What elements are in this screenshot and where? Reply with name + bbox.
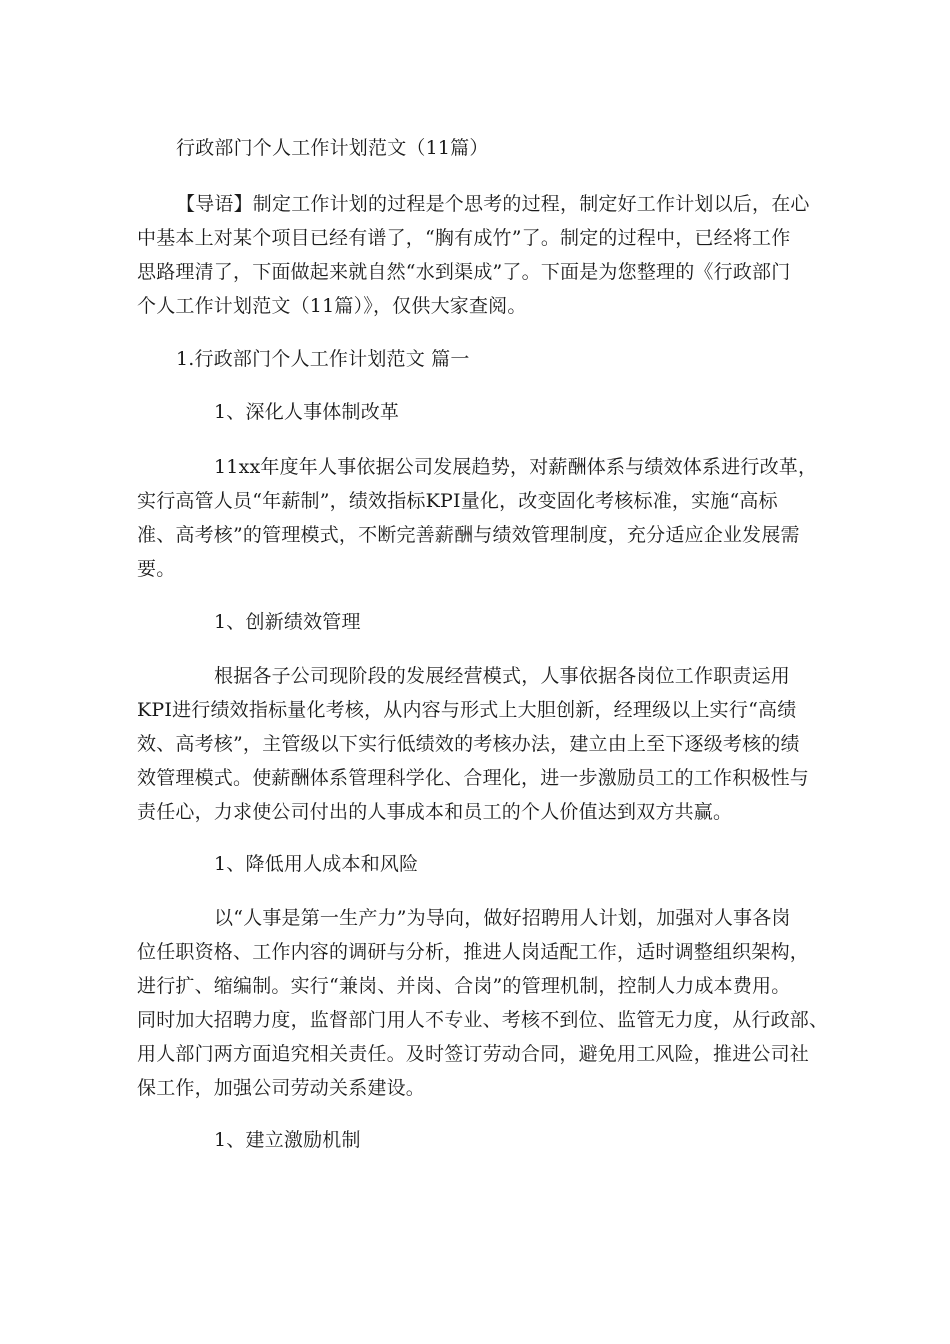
section-title: 1.行政部门个人工作计划范文 篇一 [176,348,470,370]
paragraph-line: 用人部门两方面追究相关责任。及时签订劳动合同，避免用工风险，推进公司社 [137,1043,810,1065]
paragraph-line: 效管理模式。使薪酬体系管理科学化、合理化，进一步激励员工的工作积极性与 [137,767,810,789]
item-heading: 1、降低用人成本和风险 [214,853,419,875]
paragraph-line: 实行高管人员“年薪制”，绩效指标KPI量化，改变固化考核标准，实施“高标 [137,490,778,512]
paragraph-line: 准、高考核”的管理模式，不断完善薪酬与绩效管理制度，充分适应企业发展需 [137,524,800,546]
paragraph-line: 位任职资格、工作内容的调研与分析，推进人岗适配工作，适时调整组织架构， [137,941,810,963]
paragraph-line: 同时加大招聘力度，监督部门用人不专业、考核不到位、监管无力度，从行政部、 [137,1009,829,1031]
paragraph-line: 根据各子公司现阶段的发展经营模式，人事依据各岗位工作职责运用 [214,665,791,687]
paragraph-line: 11xx年度年人事依据公司发展趋势，对薪酬体系与绩效体系进行改革， [214,456,818,478]
intro-line: 个人工作计划范文（11篇）》，仅供大家查阅。 [137,295,527,317]
document-title: 行政部门个人工作计划范文（11篇） [176,137,489,159]
paragraph-line: 以“人事是第一生产力”为导向，做好招聘用人计划，加强对人事各岗 [214,907,791,929]
paragraph-line: KPI进行绩效指标量化考核，从内容与形式上大胆创新，经理级以上实行“高绩 [137,699,797,721]
item-heading: 1、创新绩效管理 [214,611,361,633]
intro-line: 【导语】制定工作计划的过程是个思考的过程，制定好工作计划以后，在心 [176,193,810,215]
item-heading: 1、深化人事体制改革 [214,401,400,423]
paragraph-line: 效、高考核”，主管级以下实行低绩效的考核办法，建立由上至下逐级考核的绩 [137,733,800,755]
intro-line: 中基本上对某个项目已经有谱了，“胸有成竹”了。制定的过程中，已经将工作 [137,227,791,249]
paragraph-line: 保工作，加强公司劳动关系建设。 [137,1077,426,1099]
intro-line: 思路理清了，下面做起来就自然“水到渠成”了。下面是为您整理的《行政部门 [137,261,791,283]
item-heading: 1、建立激励机制 [214,1129,361,1151]
paragraph-line: 要。 [137,558,176,580]
paragraph-line: 进行扩、缩编制。实行“兼岗、并岗、合岗”的管理机制，控制人力成本费用。 [137,975,791,997]
paragraph-line: 责任心，力求使公司付出的人事成本和员工的个人价值达到双方共赢。 [137,801,733,823]
